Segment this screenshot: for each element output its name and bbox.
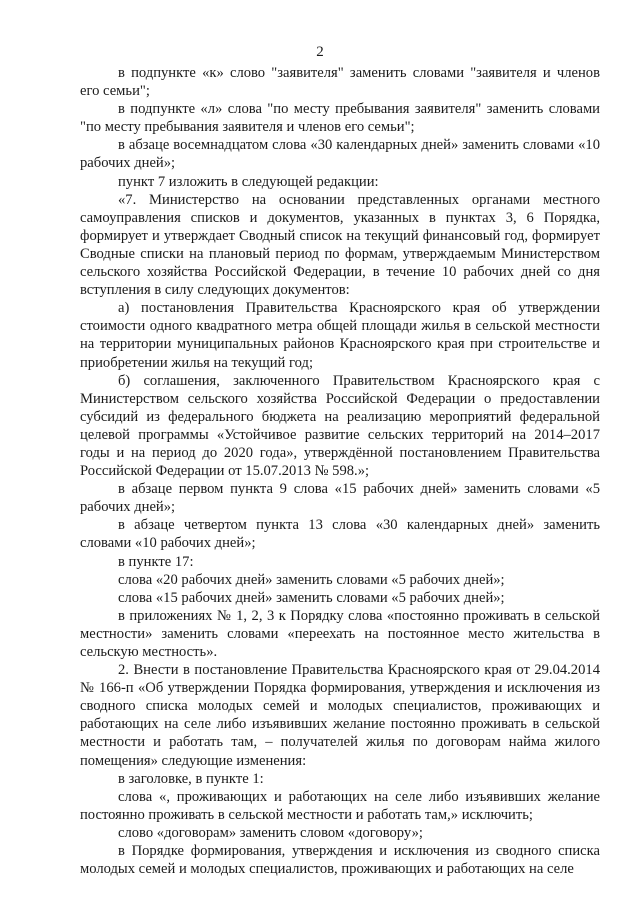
paragraph: в абзаце четвертом пункта 13 слова «30 календарных дней» заменить словами «10 рабочих дней»; (80, 517, 600, 552)
paragraph: в абзаце первом пункта 9 слова «15 рабочих дней» заменить словами «5 рабочих дней»; (80, 481, 600, 516)
paragraph: в Порядке формирования, утверждения и исключения из сводного списка молодых семей и молодых специалистов, проживающих и работающих на селе (80, 843, 600, 878)
document-body (80, 64, 600, 878)
paragraph: в пункте 17: (118, 553, 194, 570)
paragraph: слова «, проживающих и работающих на селе либо изъявивших желание постоянно проживать в сельской местности и работать там,» исключить; (80, 788, 600, 823)
paragraph: пункт 7 изложить в следующей редакции: (118, 173, 379, 190)
paragraph: в заголовке, в пункте 1: (118, 770, 264, 787)
page-number: 2 (316, 44, 324, 60)
paragraph: в подпункте «к» слово "заявителя" заменить словами "заявителя и членов его семьи"; (80, 65, 600, 100)
paragraph: слова «20 рабочих дней» заменить словами «5 рабочих дней»; (118, 571, 505, 588)
paragraph: а) постановления Правительства Красноярского края об утверждении стоимости одного квадратного метра общей площади жилья в сельской местности на территории муниципальных районов Красноярского края при строительстве и приобретении жилья на текущий год; (80, 300, 600, 371)
paragraph: б) соглашения, заключенного Правительством Красноярского края с Министерством сельского хозяйства Российской Федерации о предоставлении субсидий из федерального бюджета на реализацию мероприятий федеральной целевой программы «Устойчивое развитие сельских территорий на 2014–2017 годы и на период до 2020 года», утверждённой постановлением Правительства Российской Федерации от 15.07.2013 № 598.»; (80, 372, 600, 480)
paragraph: в абзаце восемнадцатом слова «30 календарных дней» заменить словами «10 рабочих дней»; (80, 137, 600, 172)
paragraph: в приложениях № 1, 2, 3 к Порядку слова «постоянно проживать в сельской местности» заменить словами «переехать на постоянное место жительства в сельскую местность». (80, 607, 600, 660)
paragraph: 2. Внести в постановление Правительства Красноярского края от 29.04.2014 № 166-п «Об утверждении Порядка формирования, утверждения и исключения из сводного списка молодых семей и молодых специалистов, проживающих и работающих на селе либо изъявивших желание постоянно проживать в сельской местности и работать там, – получателей жилья по договорам найма жилого помещения» следующие изменения: (80, 662, 600, 769)
paragraph: слово «договорам» заменить словом «договору»; (118, 824, 423, 841)
paragraph: в подпункте «л» слова "по месту пребывания заявителя" заменить словами "по месту пребывания заявителя и членов его семьи"; (80, 101, 600, 136)
paragraph: «7. Министерство на основании представленных органами местного самоуправления списков и документов, указанных в пунктах 3, 6 Порядка, формирует и утверждает Сводный список на текущий финансовый год, формирует Сводные списки на плановый период по формам, утверждаемым Министерством сельского хозяйства Российской Федерации, в течение 10 рабочих дней со дня вступления в силу следующих документов: (80, 191, 600, 299)
paragraph: слова «15 рабочих дней» заменить словами «5 рабочих дней»; (118, 589, 505, 606)
